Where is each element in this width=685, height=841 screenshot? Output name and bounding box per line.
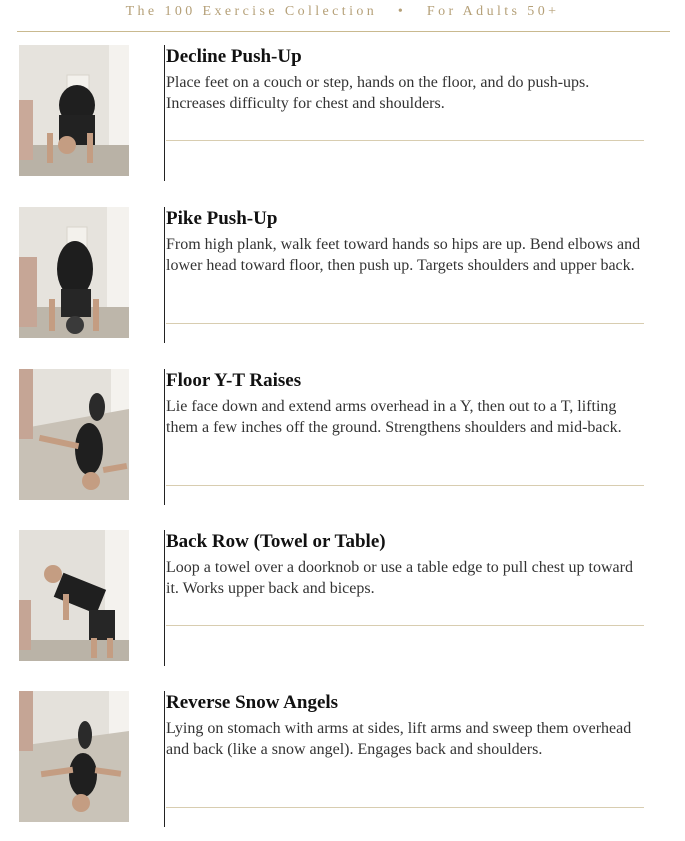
exercise-entry-reverse-snow-angels <box>0 691 685 841</box>
entry-divider <box>166 323 644 324</box>
exercise-photo-pike-push-up <box>19 207 129 338</box>
exercise-description: Lie face down and extend arms overhead in a Y, then out to a T, lifting them a few inches off the ground. Strengthens shoulders and mid-back. <box>166 398 622 436</box>
collection-header <box>0 4 685 20</box>
exercise-photo-back-row <box>19 530 129 661</box>
entry-divider <box>166 485 644 486</box>
header-rule <box>17 31 670 32</box>
exercise-title: Back Row (Towel or Table) <box>166 531 386 552</box>
exercise-entry-pike-push-up <box>0 207 685 357</box>
exercise-photo-reverse-snow-angels <box>19 691 129 822</box>
exercise-entry-back-row <box>0 530 685 680</box>
exercise-entry-floor-y-t-raises <box>0 369 685 519</box>
entry-vertical-line <box>164 45 165 181</box>
entry-vertical-line <box>164 207 165 343</box>
entry-divider <box>166 625 644 626</box>
entry-vertical-line <box>164 530 165 666</box>
exercise-photo-decline-push-up <box>19 45 129 176</box>
exercise-title: Floor Y-T Raises <box>166 370 302 391</box>
exercise-description: Place feet on a couch or step, hands on the floor, and do push-ups. Increases difficulty for chest and shoulders. <box>166 74 590 112</box>
entry-divider <box>166 807 644 808</box>
exercise-photo-floor-y-t-raises <box>19 369 129 500</box>
exercise-title: Decline Push-Up <box>166 46 302 67</box>
collection-title: The 100 Exercise Collection <box>125 4 378 19</box>
entry-vertical-line <box>164 691 165 827</box>
entry-vertical-line <box>164 369 165 505</box>
header-separator: • <box>397 4 407 19</box>
entry-divider <box>166 140 644 141</box>
exercise-title: Reverse Snow Angels <box>166 692 339 713</box>
audience-label: For Adults 50+ <box>426 4 560 19</box>
exercise-description: Loop a towel over a doorknob or use a table edge to pull chest up toward it. Works upper back and biceps. <box>166 559 633 597</box>
exercise-title: Pike Push-Up <box>166 208 278 229</box>
exercise-entry-decline-push-up <box>0 45 685 195</box>
exercise-description: Lying on stomach with arms at sides, lift arms and sweep them overhead and back (like a snow angel). Engages back and shoulders. <box>166 720 632 758</box>
exercise-description: From high plank, walk feet toward hands so hips are up. Bend elbows and lower head toward floor, then push up. Targets shoulders and upper back. <box>166 236 641 274</box>
